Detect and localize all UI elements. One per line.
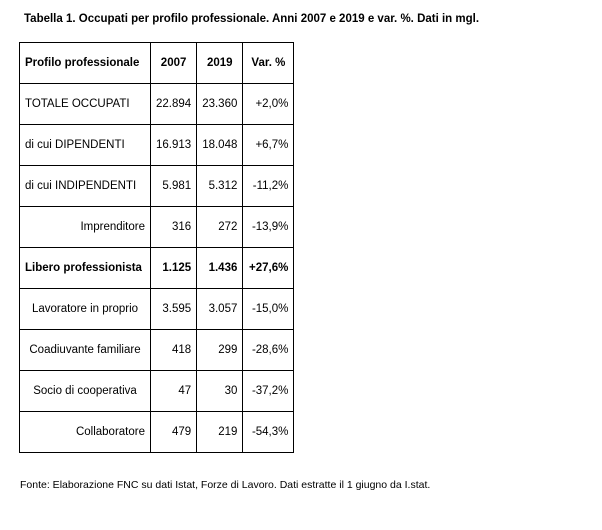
cell-var: -28,6% <box>243 330 294 371</box>
table-row <box>20 371 294 412</box>
cell-2007: 479 <box>151 412 197 453</box>
table-row <box>20 330 294 371</box>
cell-2019: 30 <box>197 371 243 412</box>
table-row <box>20 166 294 207</box>
cell-2007: 16.913 <box>151 125 197 166</box>
cell-var: -11,2% <box>243 166 294 207</box>
cell-2019: 299 <box>197 330 243 371</box>
row-label: di cui DIPENDENTI <box>20 125 151 166</box>
occupati-table <box>19 42 294 453</box>
cell-var: +6,7% <box>243 125 294 166</box>
header-2019: 2019 <box>197 43 243 84</box>
cell-2019: 3.057 <box>197 289 243 330</box>
source-note: Fonte: Elaborazione FNC su dati Istat, Forze di Lavoro. Dati estratte il 1 giugno da I.stat. <box>20 479 431 491</box>
cell-2019: 219 <box>197 412 243 453</box>
cell-var: +2,0% <box>243 84 294 125</box>
header-var: Var. % <box>243 43 294 84</box>
table-row <box>20 248 294 289</box>
cell-2007: 1.125 <box>151 248 197 289</box>
cell-var: -13,9% <box>243 207 294 248</box>
row-label: Lavoratore in proprio <box>20 289 151 330</box>
cell-2007: 3.595 <box>151 289 197 330</box>
table-row <box>20 84 294 125</box>
cell-2007: 47 <box>151 371 197 412</box>
cell-2007: 316 <box>151 207 197 248</box>
table-header-row <box>20 43 294 84</box>
header-profilo: Profilo professionale <box>20 43 151 84</box>
table-row <box>20 412 294 453</box>
cell-2007: 418 <box>151 330 197 371</box>
row-label: Libero professionista <box>20 248 151 289</box>
header-2007: 2007 <box>151 43 197 84</box>
row-label: Collaboratore <box>20 412 151 453</box>
row-label: Coadiuvante familiare <box>20 330 151 371</box>
row-label: TOTALE OCCUPATI <box>20 84 151 125</box>
row-label: di cui INDIPENDENTI <box>20 166 151 207</box>
cell-2019: 272 <box>197 207 243 248</box>
cell-var: -15,0% <box>243 289 294 330</box>
cell-var: -54,3% <box>243 412 294 453</box>
cell-2007: 5.981 <box>151 166 197 207</box>
table-row <box>20 289 294 330</box>
cell-var: +27,6% <box>243 248 294 289</box>
row-label: Imprenditore <box>20 207 151 248</box>
cell-2019: 18.048 <box>197 125 243 166</box>
table-row <box>20 125 294 166</box>
cell-2007: 22.894 <box>151 84 197 125</box>
row-label: Socio di cooperativa <box>20 371 151 412</box>
cell-var: -37,2% <box>243 371 294 412</box>
table-title: Tabella 1. Occupati per profilo professionale. Anni 2007 e 2019 e var. %. Dati in mgl. <box>24 13 480 25</box>
cell-2019: 1.436 <box>197 248 243 289</box>
table-row <box>20 207 294 248</box>
cell-2019: 23.360 <box>197 84 243 125</box>
cell-2019: 5.312 <box>197 166 243 207</box>
